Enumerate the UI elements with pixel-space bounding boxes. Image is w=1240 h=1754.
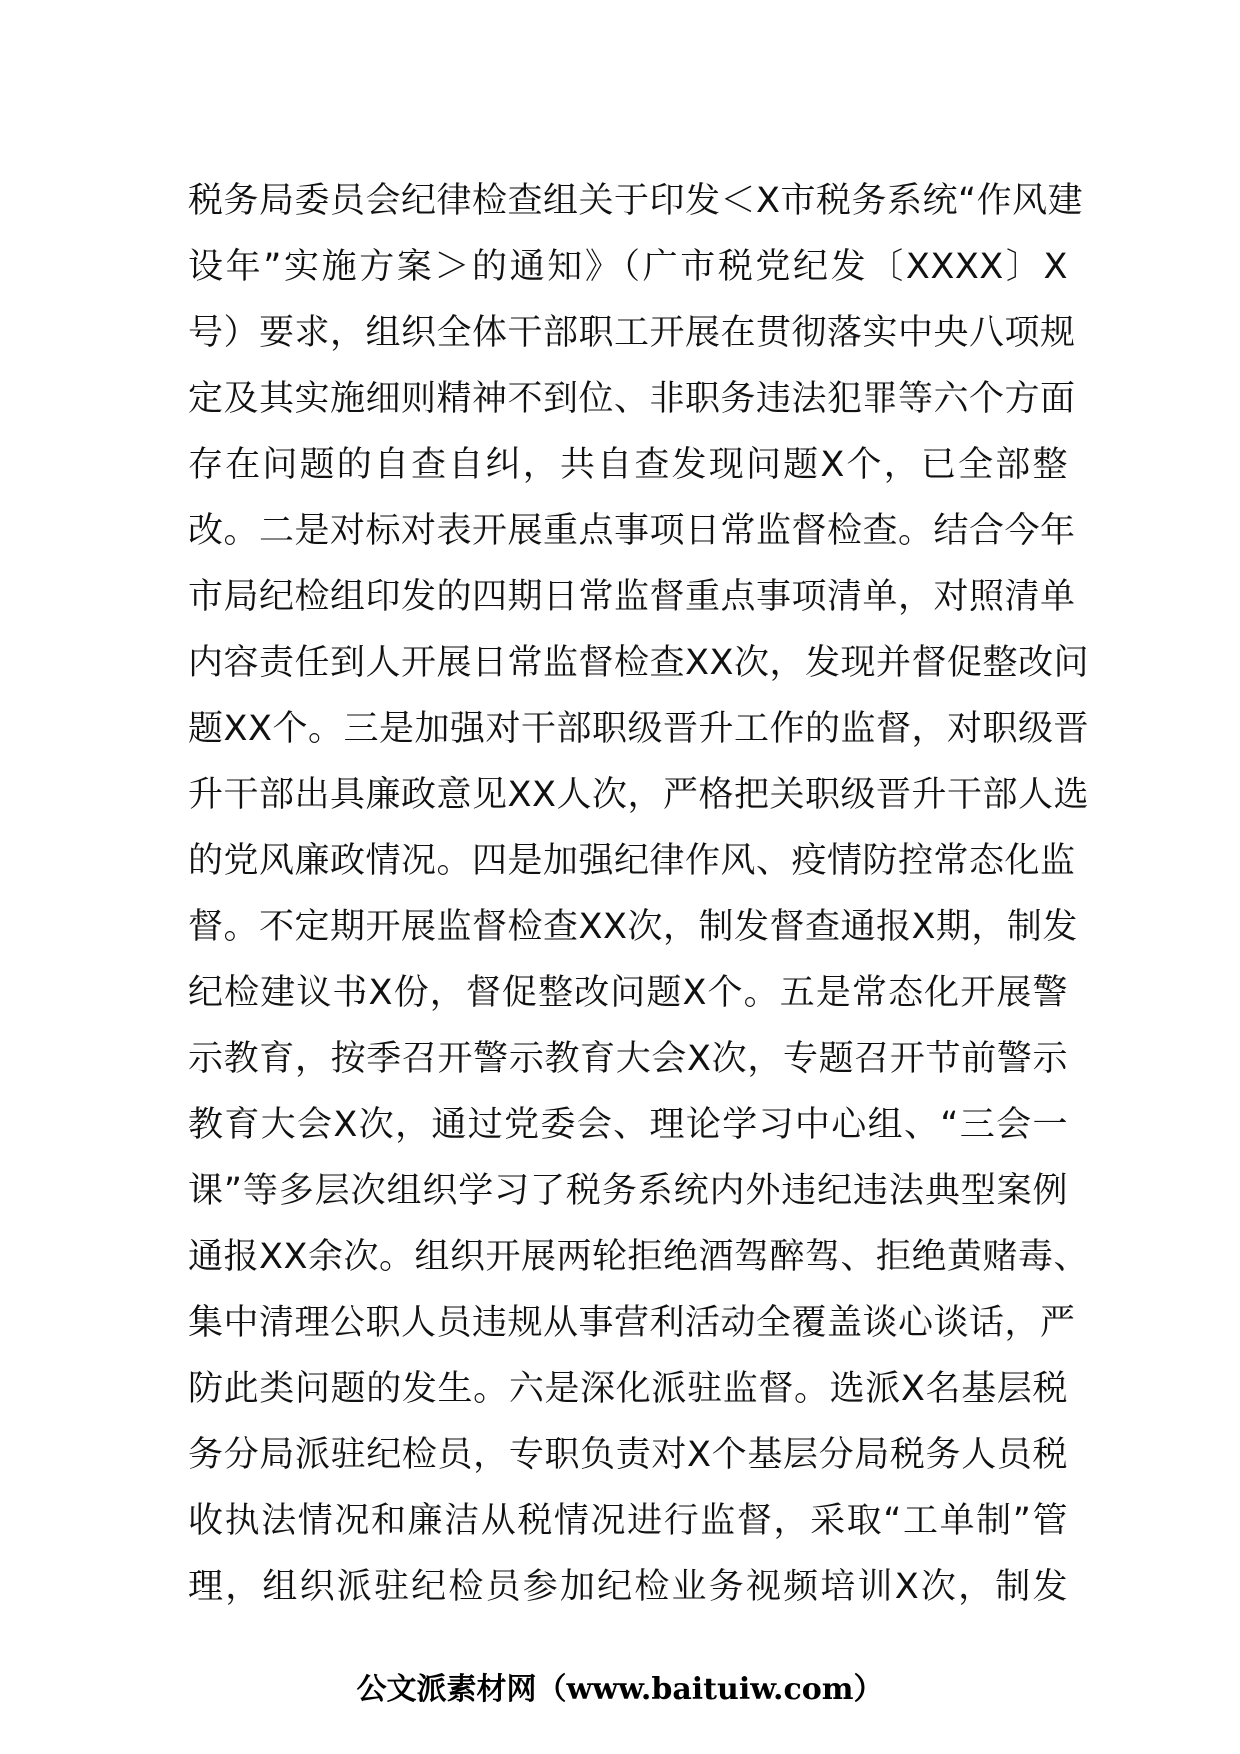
text-line: 教育大会X次，通过党委会、理论学习中心组、“三会一: [188, 1105, 1068, 1145]
text-line: 市局纪检组印发的四期日常监督重点事项清单，对照清单: [188, 577, 1076, 617]
text-line: 示教育，按季召开警示教育大会X次，专题召开节前警示: [188, 1039, 1068, 1079]
text-line: 题XX个。三是加强对干部职级晋升工作的监督，对职级晋: [188, 709, 1089, 749]
text-line: 升干部出具廉政意见XX人次，严格把关职级晋升干部人选: [188, 775, 1089, 815]
text-line: 号）要求，组织全体干部职工开展在贯彻落实中央八项规: [188, 313, 1076, 353]
text-line: 纪检建议书X份，督促整改问题X个。五是常态化开展警: [188, 973, 1068, 1013]
text-line: 存在问题的自查自纠，共自查发现问题X个，已全部整: [188, 445, 1068, 485]
text-line: 理，组织派驻纪检员参加纪检业务视频培训X次，制发: [188, 1567, 1068, 1607]
body-text: [188, 168, 1089, 1620]
text-line: 集中清理公职人员违规从事营利活动全覆盖谈心谈话，严: [188, 1303, 1076, 1343]
text-line: 改。二是对标对表开展重点事项日常监督检查。结合今年: [188, 511, 1076, 551]
text-line: 通报XX余次。组织开展两轮拒绝酒驾醉驾、拒绝黄赌毒、: [188, 1237, 1089, 1277]
text-line: 定及其实施细则精神不到位、非职务违法犯罪等六个方面: [188, 379, 1076, 419]
text-line: 课”等多层次组织学习了税务系统内外违纪违法典型案例: [188, 1171, 1068, 1211]
footer-watermark: 公文派素材网（www.baituiw.com）: [356, 1672, 884, 1707]
text-line: 防此类问题的发生。六是深化派驻监督。选派X名基层税: [188, 1369, 1068, 1409]
text-line: 内容责任到人开展日常监督检查XX次，发现并督促整改问: [188, 643, 1089, 683]
text-line: 的党风廉政情况。四是加强纪律作风、疫情防控常态化监: [188, 841, 1076, 881]
text-line: 督。不定期开展监督检查XX次，制发督查通报X期，制发: [188, 907, 1078, 947]
text-line: 务分局派驻纪检员，专职负责对X个基层分局税务人员税: [188, 1435, 1068, 1475]
text-line: 收执法情况和廉洁从税情况进行监督，采取“工单制”管: [188, 1501, 1068, 1541]
text-line: 设年”实施方案＞的通知》（广市税党纪发〔XXXX〕X: [188, 247, 1068, 287]
text-line: 税务局委员会纪律检查组关于印发＜X市税务系统“作风建: [188, 181, 1084, 221]
